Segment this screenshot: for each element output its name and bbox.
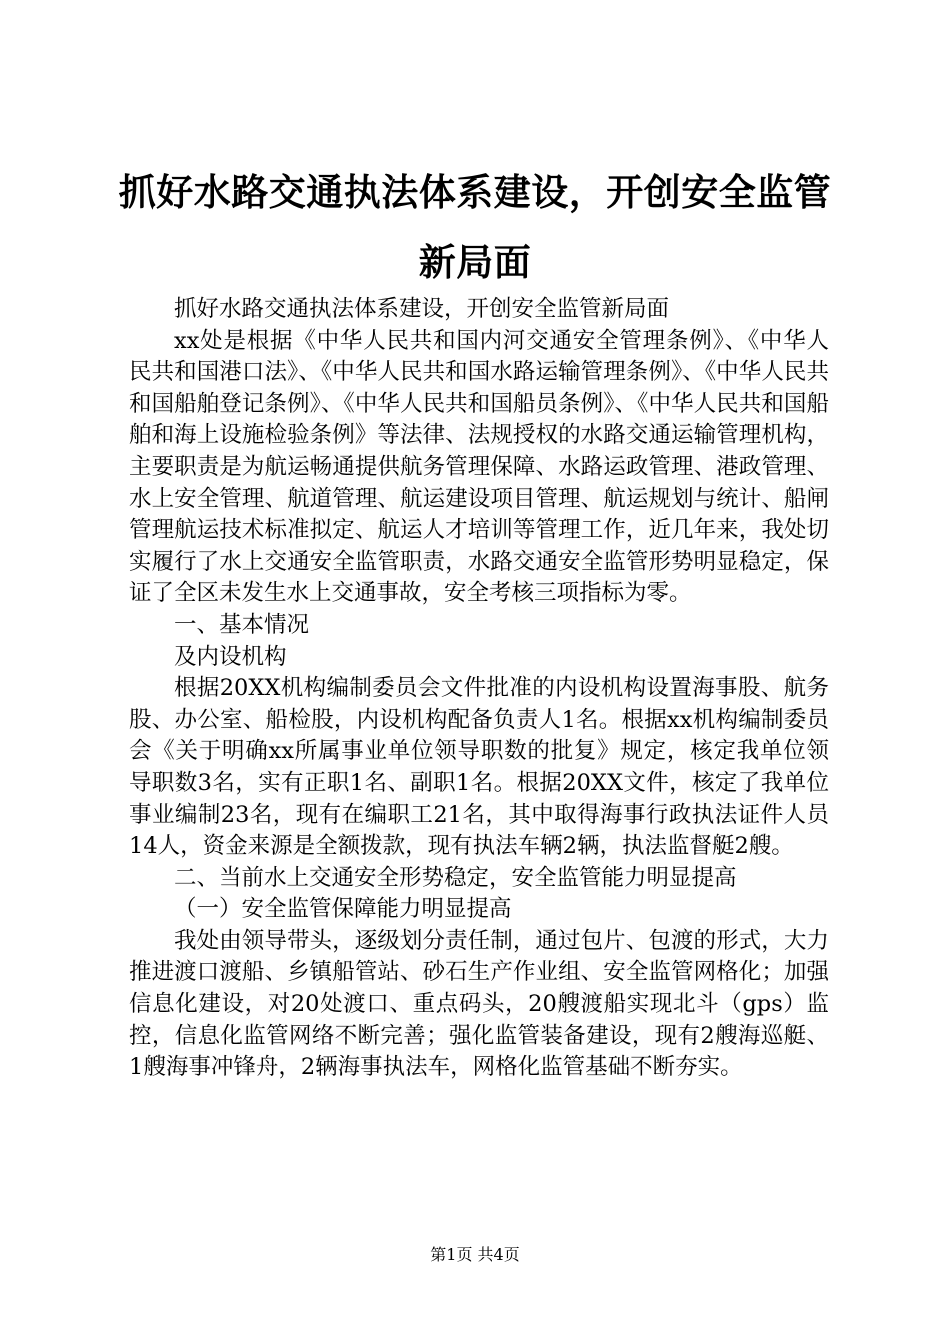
subheading-capability: （一）安全监管保障能力明显提高 — [174, 896, 512, 923]
paragraph-measures: 我处由领导带头，逐级划分责任制，通过包片、包渡的形式，大力推进渡口渡船、乡镇船管站、砂石生产作业组、安全监管网格化；加强信息化建设，对20处渡口、重点码头，20艘渡船实现北斗（gps）监控，信息化监管网络不断完善；强化监管装备建设，现有2艘海巡艇、1艘海事冲锋舟，2辆海事执法车，网格化监管基础不断夯实。 — [129, 927, 829, 1081]
subheading-internal-org: 及内设机构 — [174, 643, 287, 670]
document-title: 抓好水路交通执法体系建设，开创安全监管新局面 — [118, 171, 832, 284]
paragraph-intro: xx处是根据《中华人民共和国内河交通安全管理条例》、《中华人民共和国港口法》、《中华人民共和国水路运输管理条例》、《中华人民共和国船舶登记条例》、《中华人民共和国船员条例》、《中华人民共和国船舶和海上设施检验条例》等法律、法规授权的水路交通运输管理机构，主要职责是为航运畅通提供航务管理保障、水路运政管理、港政管理、水上安全管理、航道管理、航运建设项目管理、航运规划与统计、船闸管理航运技术标准拟定、航运人才培训等管理工作，近几年来，我处切实履行了水上交通安全监管职责，水路交通安全监管形势明显稳定，保证了全区未发生水上交通事故，安全考核三项指标为零。 — [129, 327, 829, 607]
section-heading-basic: 一、基本情况 — [174, 611, 310, 638]
paragraph-org-details: 根据20XX机构编制委员会文件批准的内设机构设置海事股、航务股、办公室、船检股，内设机构配备负责人1名。根据xx机构编制委员会《关于明确xx所属事业单位领导职数的批复》规定，核定我单位领导职数3名，实有正职1名、副职1名。根据20XX文件，核定了我单位事业编制23名，现有在编职工21名，其中取得海事行政执法证件人员14人，资金来源是全额拨款，现有执法车辆2辆，执法监督艇2艘。 — [129, 675, 829, 860]
page-number-footer: 第1页 共4页 — [430, 1245, 520, 1264]
document-body — [129, 294, 829, 1084]
section-heading-current: 二、当前水上交通安全形势稳定，安全监管能力明显提高 — [174, 864, 737, 891]
paragraph-subtitle: 抓好水路交通执法体系建设，开创安全监管新局面 — [174, 296, 670, 322]
